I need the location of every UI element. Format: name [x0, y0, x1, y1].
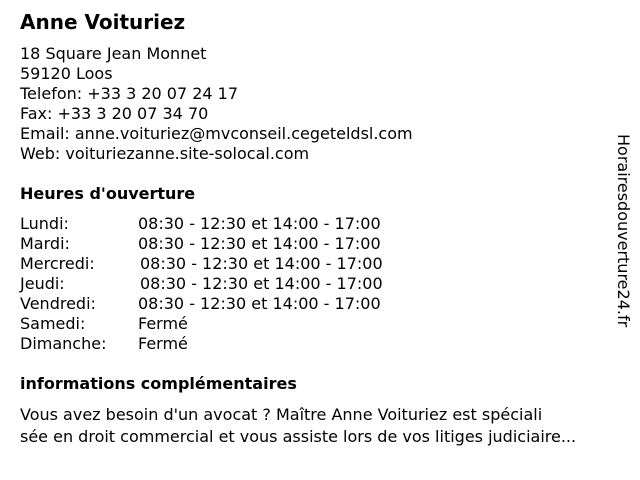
hours-row	[20, 234, 440, 254]
hours-row	[20, 314, 440, 334]
hours-time: Fermé	[138, 314, 188, 333]
hours-time: 08:30 - 12:30 et 14:00 - 17:00	[140, 274, 383, 293]
hours-day: Dimanche:	[20, 334, 107, 353]
web-line: Web: voituriezanne.site-solocal.com	[20, 144, 310, 163]
additional-info-line: sée en droit commercial et vous assiste lors de vos litiges judiciaire...	[20, 427, 577, 446]
fax-line: Fax: +33 3 20 07 34 70	[20, 104, 209, 123]
hours-day: Mardi:	[20, 234, 70, 253]
additional-info-heading: informations complémentaires	[20, 374, 297, 393]
additional-info-text	[20, 404, 576, 448]
address-city: 59120 Loos	[20, 64, 113, 83]
phone-line: Telefon: +33 3 20 07 24 17	[20, 84, 239, 103]
hours-row	[20, 254, 440, 274]
site-watermark	[613, 134, 633, 374]
hours-time: 08:30 - 12:30 et 14:00 - 17:00	[138, 294, 381, 313]
hours-time: 08:30 - 12:30 et 14:00 - 17:00	[138, 214, 381, 233]
hours-time: Fermé	[138, 334, 188, 353]
hours-day: Samedi:	[20, 314, 86, 333]
address-street: 18 Square Jean Monnet	[20, 44, 207, 63]
additional-info-line: Vous avez besoin d'un avocat ? Maître Anne Voituriez est spéciali	[20, 405, 543, 424]
hours-day: Mercredi:	[20, 254, 95, 273]
hours-day: Vendredi:	[20, 294, 96, 313]
business-name: Anne Voituriez	[20, 10, 186, 34]
hours-time: 08:30 - 12:30 et 14:00 - 17:00	[140, 254, 383, 273]
contact-block	[20, 44, 413, 164]
opening-hours-heading: Heures d'ouverture	[20, 184, 196, 203]
hours-row	[20, 274, 440, 294]
hours-day: Lundi:	[20, 214, 69, 233]
hours-day: Jeudi:	[20, 274, 65, 293]
opening-hours-table	[20, 214, 440, 354]
email-line: Email: anne.voituriez@mvconseil.cegeteldsl.com	[20, 124, 413, 143]
hours-row	[20, 214, 440, 234]
site-watermark-text: Horairesdouverture24.fr	[614, 134, 633, 328]
hours-time: 08:30 - 12:30 et 14:00 - 17:00	[138, 234, 381, 253]
hours-row	[20, 294, 440, 314]
hours-row	[20, 334, 440, 354]
